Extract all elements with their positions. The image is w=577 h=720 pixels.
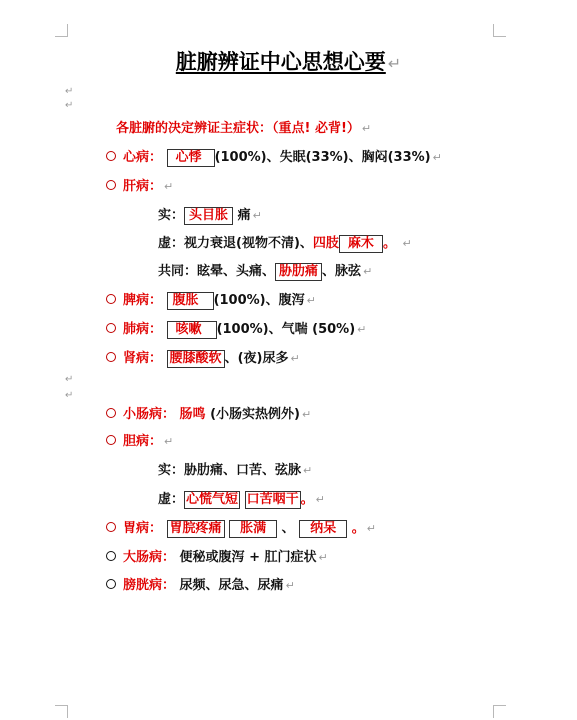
lung-text: (100%)、气喘 (50%) bbox=[216, 322, 356, 337]
paragraph-mark-icon: ↵ bbox=[366, 522, 376, 535]
paragraph-mark-icon: ↵ bbox=[357, 323, 367, 336]
gallbladder-item bbox=[106, 433, 173, 451]
liver-deficiency-key-symptom: 麻木 bbox=[339, 235, 383, 253]
stomach-key-symptom-2: 胀满 bbox=[229, 520, 277, 538]
bullet-icon bbox=[106, 551, 116, 561]
bullet-icon bbox=[106, 522, 116, 532]
lung-item bbox=[106, 321, 366, 339]
bladder-item bbox=[106, 577, 295, 595]
empty-paragraph bbox=[65, 390, 73, 402]
stomach-key-symptom-1: 胃脘疼痛 bbox=[167, 520, 225, 538]
crop-mark-top-right bbox=[493, 24, 506, 37]
gallbladder-deficiency-tail: 。 bbox=[300, 492, 314, 507]
paragraph-mark-icon: ↵ bbox=[164, 435, 174, 448]
liver-deficiency-red: 四肢 bbox=[312, 236, 339, 251]
spleen-label: 脾病： bbox=[123, 293, 163, 308]
empty-paragraph bbox=[65, 374, 73, 386]
paragraph-mark-icon: ↵ bbox=[306, 294, 316, 307]
gallbladder-deficiency-label: 虚： bbox=[158, 492, 185, 507]
empty-paragraph bbox=[65, 100, 73, 112]
spleen-text: (100%)、腹泻 bbox=[213, 293, 305, 308]
stomach-separator: 、 bbox=[281, 521, 295, 536]
liver-common-label: 共同： bbox=[158, 264, 198, 279]
heart-key-symptom: 心悸 bbox=[167, 149, 215, 167]
small-intestine-item bbox=[106, 406, 311, 424]
paragraph-mark-icon: ↵ bbox=[402, 237, 412, 250]
crop-mark-top-left bbox=[55, 24, 68, 37]
liver-excess-line bbox=[158, 207, 262, 225]
paragraph-mark-icon: ↵ bbox=[432, 151, 442, 164]
kidney-text: 、(夜)尿多 bbox=[224, 351, 289, 366]
liver-excess-label: 实： bbox=[158, 208, 185, 223]
lung-label: 肺病： bbox=[123, 322, 163, 337]
kidney-label: 肾病： bbox=[123, 351, 163, 366]
page-title bbox=[0, 46, 577, 76]
spleen-item bbox=[106, 292, 316, 310]
paragraph-mark-icon: ↵ bbox=[164, 180, 174, 193]
lung-key-symptom: 咳嗽 bbox=[167, 321, 217, 339]
empty-paragraph bbox=[65, 86, 73, 98]
heart-label: 心病： bbox=[123, 150, 163, 165]
paragraph-mark-icon: ↵ bbox=[318, 551, 328, 564]
bullet-icon bbox=[106, 323, 116, 333]
gallbladder-label: 胆病： bbox=[123, 434, 163, 449]
liver-excess-key-symptom: 头目胀 bbox=[184, 207, 233, 225]
heart-item bbox=[106, 149, 442, 167]
paragraph-mark-icon: ↵ bbox=[315, 493, 325, 506]
bullet-icon bbox=[106, 151, 116, 161]
kidney-key-symptom: 腰膝酸软 bbox=[167, 350, 225, 368]
bullet-icon bbox=[106, 408, 116, 418]
paragraph-mark-icon: ↵ bbox=[363, 265, 373, 278]
bladder-label: 膀胱病： bbox=[123, 578, 176, 593]
gallbladder-excess-label: 实： bbox=[158, 463, 185, 478]
gallbladder-excess-text: 胁肋痛、口苦、弦脉 bbox=[184, 463, 302, 478]
bullet-icon bbox=[106, 180, 116, 190]
stomach-key-symptom-3: 纳呆 bbox=[299, 520, 347, 538]
gallbladder-deficiency-line bbox=[158, 491, 325, 509]
liver-label: 肝病： bbox=[123, 179, 163, 194]
bullet-icon bbox=[106, 435, 116, 445]
intro-text: 各脏腑的决定辨证主症状：（重点! 必背!） bbox=[116, 121, 360, 136]
bullet-icon bbox=[106, 579, 116, 589]
gallbladder-deficiency-key-symptom-1: 心慌气短 bbox=[186, 492, 239, 507]
bladder-text: 尿频、尿急、尿痛 bbox=[179, 578, 284, 593]
liver-excess-text: 痛 bbox=[237, 208, 251, 223]
bullet-icon bbox=[106, 294, 116, 304]
small-intestine-label: 小肠病： bbox=[123, 407, 176, 422]
paragraph-mark-icon: ↵ bbox=[387, 54, 402, 73]
paragraph-mark-icon: ↵ bbox=[65, 100, 74, 111]
paragraph-mark-icon: ↵ bbox=[285, 579, 295, 592]
title-text: 脏腑辨证中心思想心要 bbox=[175, 50, 386, 74]
liver-common-line bbox=[158, 263, 372, 281]
stomach-item bbox=[106, 520, 376, 538]
small-intestine-text: (小肠实热例外) bbox=[210, 407, 300, 422]
liver-item bbox=[106, 178, 173, 196]
small-intestine-key-symptom: 肠鸣 bbox=[179, 407, 206, 422]
bullet-icon bbox=[106, 352, 116, 362]
paragraph-mark-icon: ↵ bbox=[65, 86, 74, 97]
large-intestine-text: 便秘或腹泻 + 肛门症状 bbox=[179, 550, 317, 565]
spleen-key-symptom: 腹胀 bbox=[167, 292, 214, 310]
kidney-item bbox=[106, 350, 300, 368]
large-intestine-item bbox=[106, 549, 328, 567]
liver-deficiency-tail: 。 bbox=[382, 236, 396, 251]
large-intestine-label: 大肠病： bbox=[123, 550, 176, 565]
paragraph-mark-icon: ↵ bbox=[252, 209, 262, 222]
liver-deficiency-text: 视力衰退(视物不清)、 bbox=[184, 236, 313, 251]
gallbladder-excess-line bbox=[158, 462, 312, 480]
paragraph-mark-icon: ↵ bbox=[65, 390, 74, 401]
paragraph-mark-icon: ↵ bbox=[361, 122, 372, 135]
liver-common-text: 眩晕、头痛、 bbox=[197, 264, 276, 279]
paragraph-mark-icon: ↵ bbox=[65, 374, 74, 385]
paragraph-mark-icon: ↵ bbox=[301, 408, 312, 421]
crop-mark-bottom-left bbox=[55, 705, 68, 718]
stomach-label: 胃病： bbox=[123, 521, 163, 536]
paragraph-mark-icon: ↵ bbox=[303, 464, 313, 477]
stomach-tail: 。 bbox=[351, 521, 365, 536]
liver-common-text2: 、脉弦 bbox=[322, 264, 362, 279]
gallbladder-deficiency-key-symptom-2: 口苦咽干 bbox=[246, 492, 299, 507]
liver-deficiency-label: 虚： bbox=[158, 236, 185, 251]
liver-deficiency-line bbox=[158, 235, 412, 253]
liver-common-key-symptom: 胁肋痛 bbox=[275, 263, 322, 281]
heart-text: (100%)、失眠(33%)、胸闷(33%) bbox=[214, 150, 431, 165]
crop-mark-bottom-right bbox=[493, 705, 506, 718]
intro-line bbox=[116, 120, 371, 138]
paragraph-mark-icon: ↵ bbox=[290, 352, 300, 365]
